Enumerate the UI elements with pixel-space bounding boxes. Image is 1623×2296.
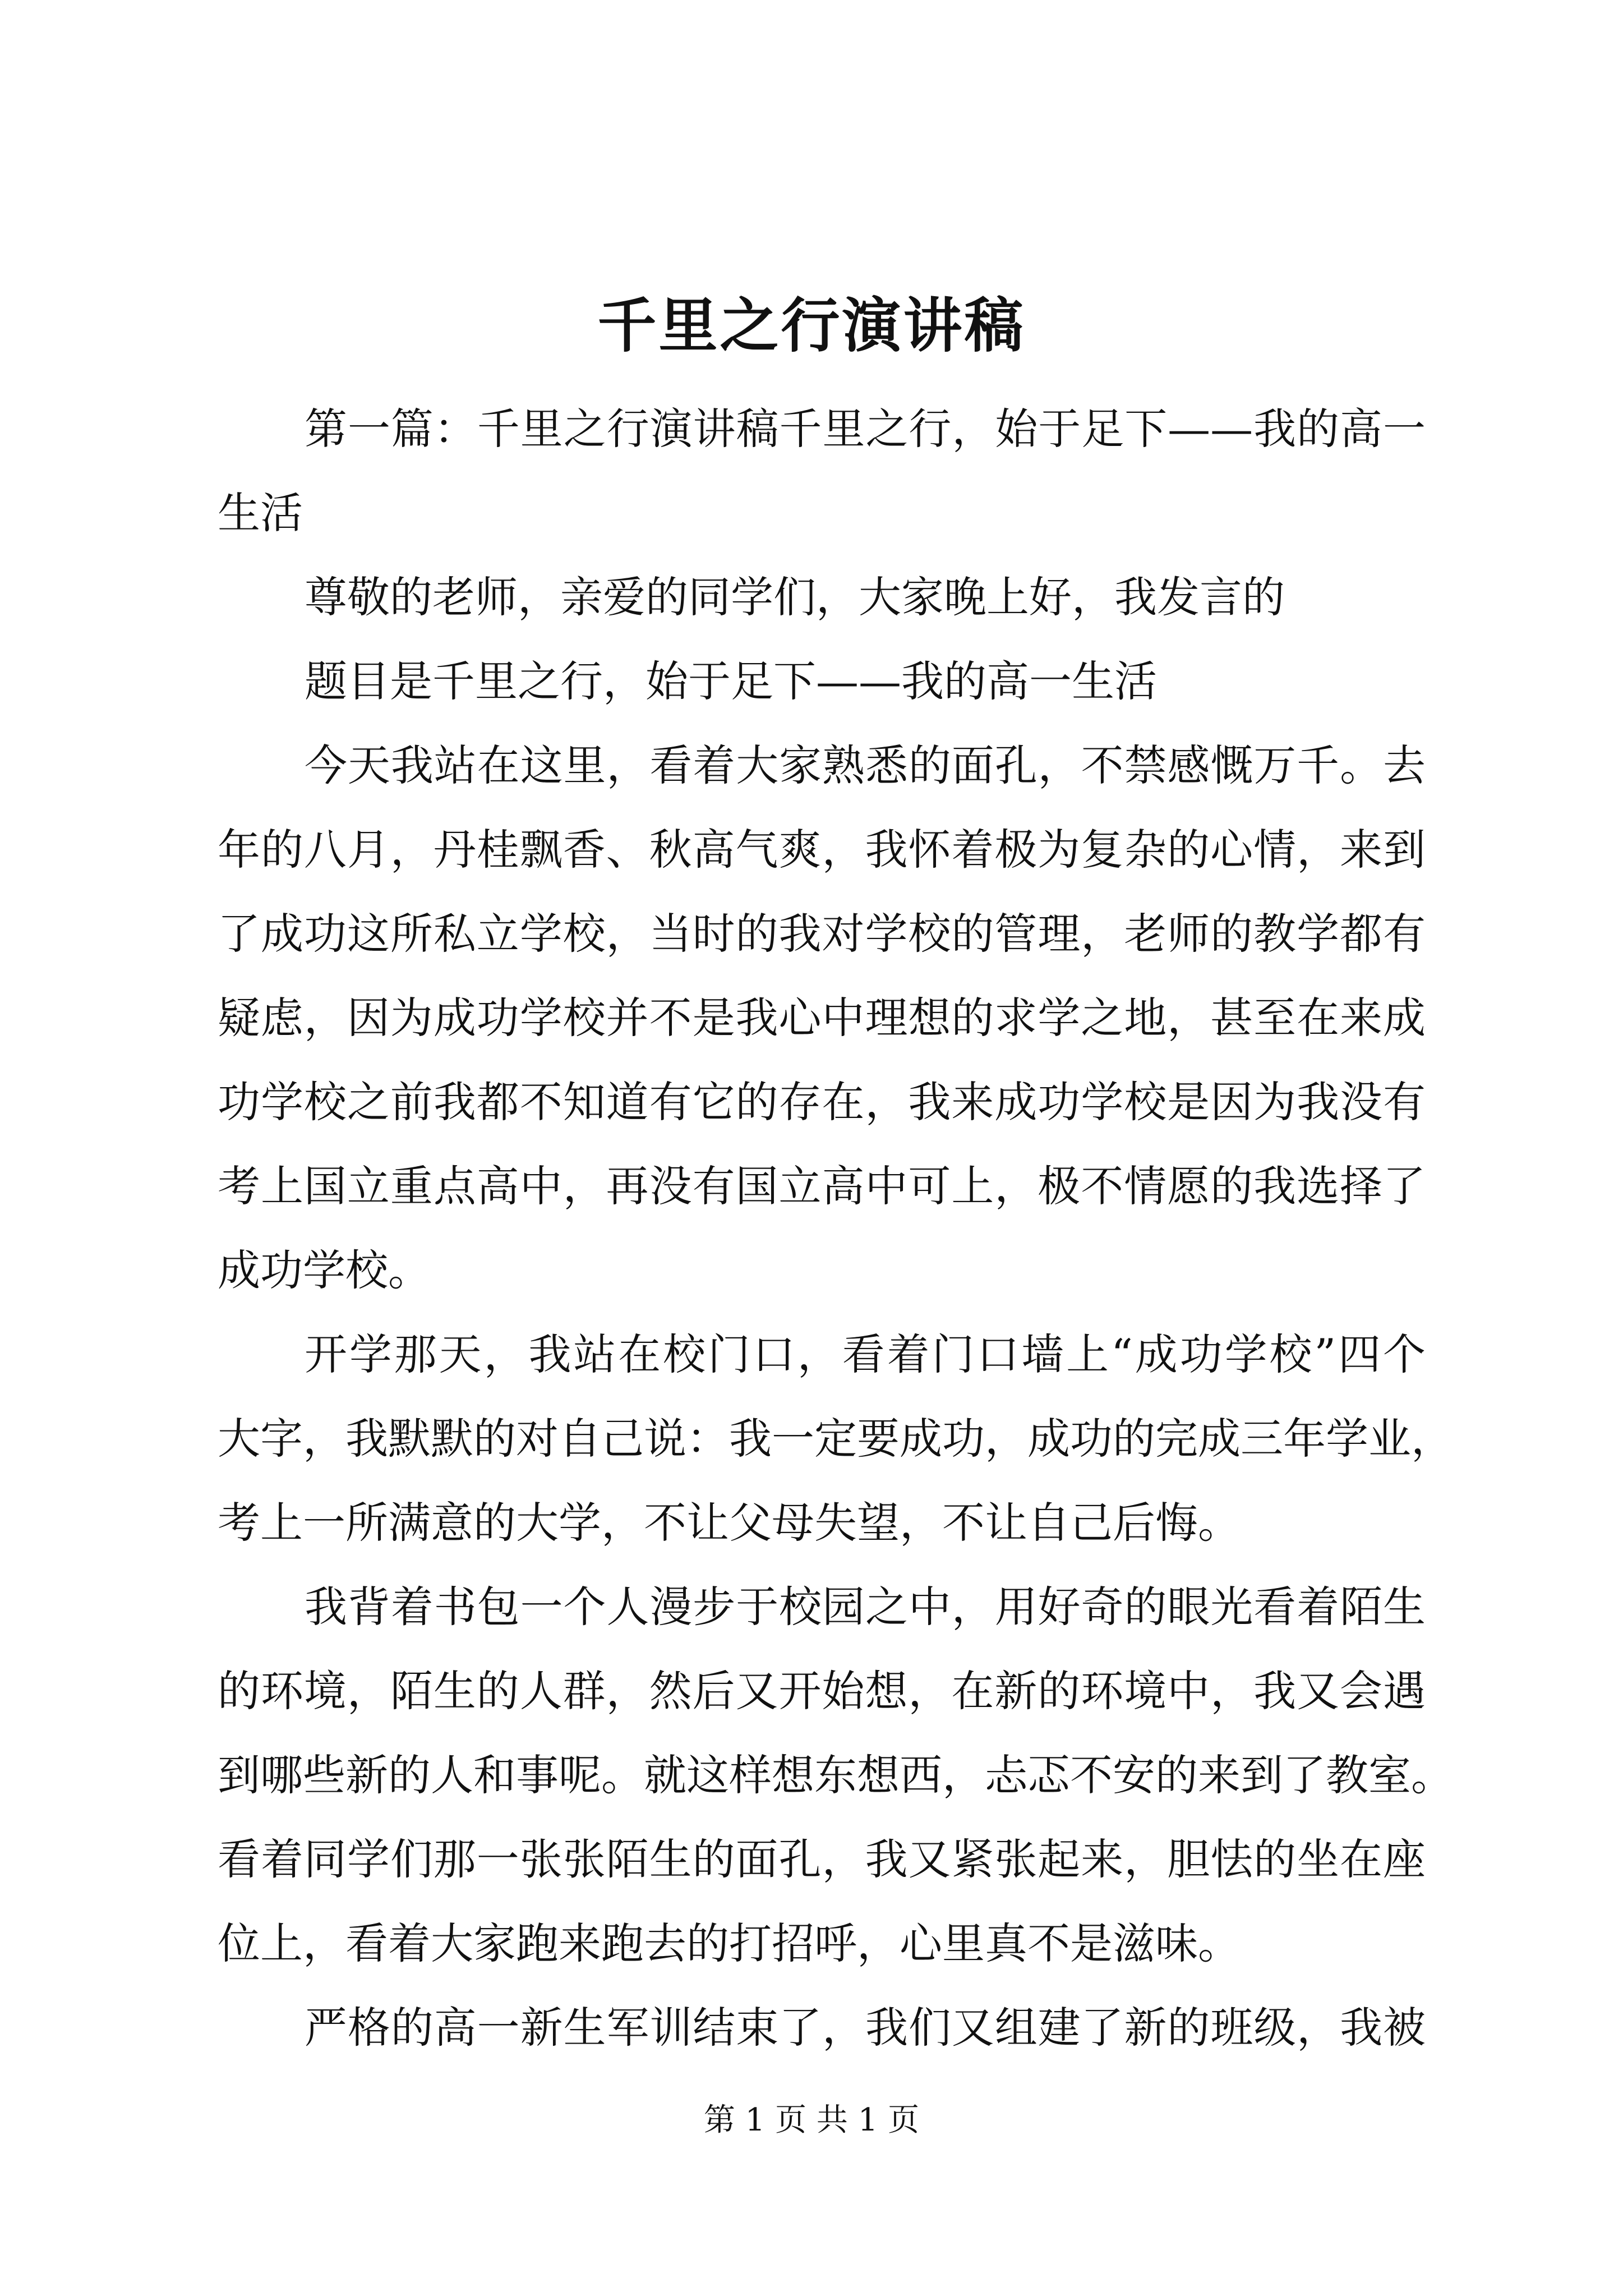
body-line: 位上，看着大家跑来跑去的打招呼，心里真不是滋味。 [218,1918,1241,1968]
body-line: 功学校之前我都不知道有它的存在，我来成功学校是因为我没有 [218,1077,1426,1127]
body-line: 我背着书包一个人漫步于校园之中，用好奇的眼光看着陌生 [305,1582,1426,1632]
body-line: 尊敬的老师，亲爱的同学们，大家晚上好，我发言的 [305,572,1285,622]
body-line: 疑虑，因为成功学校并不是我心中理想的求学之地，甚至在来成 [218,993,1426,1043]
body-line: 考上国立重点高中，再没有国立高中可上，极不情愿的我选择了 [218,1161,1426,1211]
body-line: 考上一所满意的大学，不让父母失望，不让自己后悔。 [218,1498,1241,1548]
page-footer: 第 1 页 共 1 页 [703,2102,920,2138]
body-line: 大字，我默默的对自己说：我一定要成功，成功的完成三年学业， [218,1414,1454,1464]
document-title: 千里之行演讲稿 [597,291,1026,360]
body-line: 题目是千里之行，始于足下——我的高一生活 [305,656,1157,706]
body-line: 年的八月，丹桂飘香、秋高气爽，我怀着极为复杂的心情，来到 [218,825,1426,875]
body-line: 的环境，陌生的人群，然后又开始想，在新的环境中，我又会遇 [218,1666,1426,1716]
body-line: 到哪些新的人和事呢。就这样想东想西，忐忑不安的来到了教室。 [218,1750,1454,1800]
body-line: 第一篇：千里之行演讲稿千里之行，始于足下——我的高一 [305,404,1426,454]
body-line: 看着同学们那一张张陌生的面孔，我又紧张起来，胆怯的坐在座 [218,1834,1426,1884]
body-line: 生活 [218,488,303,538]
document-body [218,387,1454,2070]
body-line: 了成功这所私立学校，当时的我对学校的管理，老师的教学都有 [218,909,1426,959]
body-line: 成功学校。 [218,1245,431,1295]
body-line: 今天我站在这里，看着大家熟悉的面孔，不禁感慨万千。去 [305,740,1426,790]
body-line: 开学那天，我站在校门口，看着门口墙上“成功学校”四个 [305,1329,1426,1379]
body-line: 严格的高一新生军训结束了，我们又组建了新的班级，我被 [305,2003,1426,2053]
